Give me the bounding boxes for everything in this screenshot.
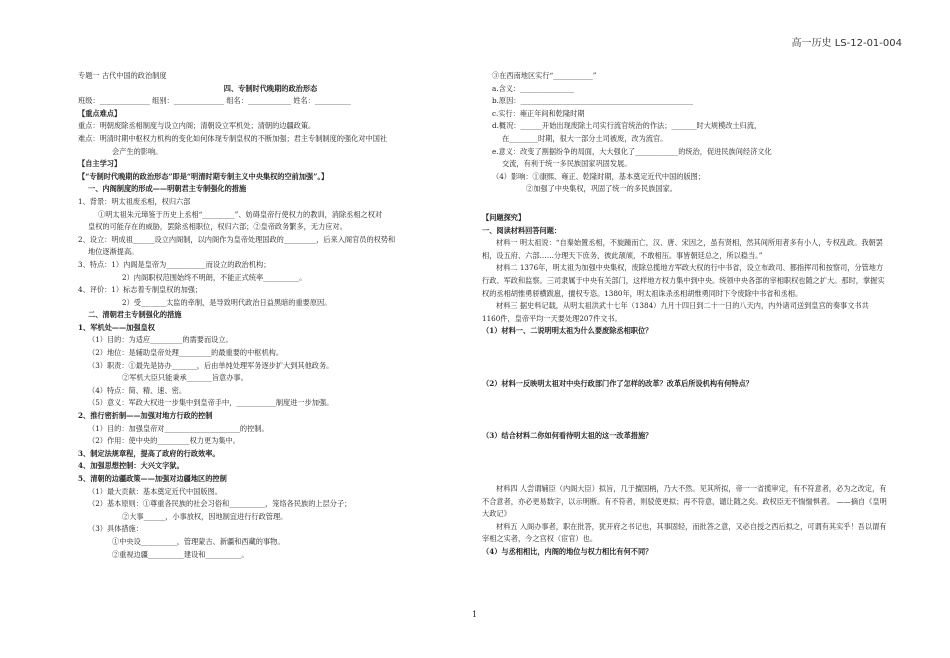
left-line: 2）受_______太监的牵制，是导致明代政治日益黑暗的重要原因。 [122, 297, 332, 307]
left-line: 专题一 古代中国的政治制度 [78, 71, 167, 80]
left-line: 1、军机处——加强皇权 [78, 322, 155, 332]
right-line: （1）材料一、二说明明太祖为什么要废除丞相职位？ [482, 326, 653, 336]
right-line: ③在西南地区实行“___________” [492, 71, 597, 80]
left-line: 二、清朝君主专制强化的措施 [88, 310, 182, 320]
left-line: （2）地位：是辅助皇帝处理_________的最重要的中枢机构。 [88, 348, 284, 358]
left-line: （2）基本原则：①尊重各民族的社会习俗和__________，笼络各民族的上层分子； [88, 499, 352, 509]
left-line: 3、特点：1）内阁是皇帝为___________而设立的政治机构； [78, 259, 271, 269]
left-line: 【“专制时代晚期的政治形态”即是“明清时期专制主义中央集权的空前加强”。】 [78, 171, 329, 181]
left-line: 3、制定法规章程，提高了政府的行政效率。 [78, 448, 220, 458]
left-line: 【重点难点】 [78, 108, 122, 118]
right-line: ②加强了中央集权，巩固了统一的多民族国家。 [526, 184, 677, 194]
right-line: a.含义：_______________ [492, 83, 575, 93]
right-line: d.概况：______开始出现废除土司实行流官统治的作法；_______时大规模改土归流， [492, 121, 762, 131]
left-line: （1）目的：加强皇帝对_____________________的控制。 [88, 423, 269, 433]
right-line: 材料一 明太祖说：“自秦始置丞相，不旋踵而亡，汉、唐、宋因之，虽有贤相，然其间所用者多有小人，专权乱政。我朝罢相，设五府、六部……分理天下庶务，彼此颉颃，不敢相压。事皆朝廷总之，所以稳当。” [482, 238, 883, 260]
right-column [482, 70, 887, 559]
left-line: （1）目的：为适应_________的需要而设立。 [88, 335, 233, 345]
left-line: 地位逐渐提高。 [88, 247, 139, 257]
left-line: 皇权的可能存在的威胁，罢除丞相职位，权归六部；②皇帝政务繁多，无力应对。 [88, 222, 347, 232]
left-line: ②大事______，小事放权，因地制宜进行行政管理。 [122, 511, 288, 521]
left-line: ①明太祖朱元璋鉴于历史上丞相“_________”、妨碍皇帝行使权力的教训，消除丞相之权对 [98, 209, 383, 219]
right-line: 一、阅读材料回答问题： [482, 225, 562, 235]
left-line: 4、加强思想控制：大兴文字狱。 [78, 461, 184, 471]
left-line: 四、专制时代晚期的政治形态 [223, 83, 318, 93]
left-line: 一、内阁制度的形成——明朝君主专制强化的措施 [88, 184, 247, 194]
spacer [482, 196, 887, 212]
right-line: 材料二 1376年，明太祖为加强中央集权，废除总揽地方军政大权的行中书省，设立布政司、都指挥司和按察司，分管地方行政、军政和监察。三司隶属于中央有关部门，这样地方权力集中到中央。统领中央各部的宰相职权也随之扩大。那时，掌握实权的丞相胡惟勇骄横跋扈，擅权专恣。1380年，明太祖诛杀丞相胡惟勇同时下令废除中书省和丞相。 [482, 263, 885, 298]
left-line: 难点：明清时期中枢权力机构的变化如何体现专制皇权的不断加强；君主专制制度的强化对中国社 [78, 133, 388, 143]
left-line: 2、设立：明成祖______设立内阁制，以内阁作为皇帝处理国政的_________，后来入阁官员的权势和 [78, 234, 396, 244]
right-line: （4）与丞相相比，内阁的地位与权力相比有何不同？ [482, 547, 653, 557]
spacer [482, 338, 887, 378]
right-line: 在________时期，很大一部分土司被废，改为流官。 [502, 133, 668, 143]
left-line: 班级：______________ 组别：______________ 组名：____________ 姓名：__________ [78, 96, 351, 106]
left-line: 1、背景：明太祖废丞相，权归六部 [78, 196, 191, 206]
document-number: 高一历史 LS-12-01-004 [791, 38, 902, 49]
spacer [482, 443, 887, 483]
page-number: 1 [472, 610, 478, 619]
left-line: 重点：明朝废除丞相制度与设立内阁；清朝设立军机处；清朝的边疆政策。 [78, 121, 316, 131]
right-line: c.实行：雍正年间和乾隆时期 [492, 108, 585, 118]
right-line: b.原因：________________________________________________ [492, 96, 693, 106]
left-line: （3）职责：①最先是协办_______，后由单纯处理军务逐步扩大到其他政务。 [88, 360, 334, 370]
right-line: （3）结合材料二你如何看待明太祖的这一改革措施？ [482, 431, 653, 441]
left-line: ②军机大臣只能秉承_______旨意办事。 [122, 373, 248, 383]
right-line: 材料四 人尝谓辅臣（内阁大臣）拟旨，几于擅国柄，乃大不然。见其所拟，帝一一省揽审定，有不符意者，必为之改定，有不合意者，亦必更易数字，以示明断。有不符者，则驳使更拟；再不符意，谴让随之矣。政权臣无不惴惴惧者。 ——摘自《皇明大政记》 [482, 484, 887, 519]
right-line: 材料五 入阁办事者，职在批答，犹开府之书记也，其事固轻，而批答之意，又必自授之西后拟之，可谓有其实乎！吾以谓有宰相之实者，今之宫权（宦官）也。 [482, 521, 887, 544]
left-line: 【自主学习】 [78, 159, 122, 169]
left-line: 会产生的影响。 [112, 146, 163, 156]
right-line: （4）影响：①康熙、雍正、乾隆时期，基本奠定近代中国的版图； [492, 171, 706, 181]
left-line: 5、清朝的边疆政策——加强对边疆地区的控制 [78, 474, 227, 483]
right-line: 【问题探究】 [482, 212, 526, 222]
left-line: （3）具体措施： [88, 524, 143, 534]
spacer [482, 390, 887, 430]
left-line: （2）作用：使中央的_________权力更为集中。 [88, 436, 240, 446]
left-line: （5）意义：军政大权进一步集中到皇帝手中，___________制度进一步加强。 [88, 398, 334, 408]
left-line: 2）内阁职权范围始终不明朗，不能正式统率__________。 [122, 272, 307, 282]
left-line: 4、评价：1）标志着专制皇权的加强； [78, 285, 203, 295]
right-line: 交流，有利于统一多民族国家巩固发展。 [502, 159, 632, 169]
right-line: （2）材料一反映明太祖对中央行政部门作了怎样的改革？改革后所设机构有何特点？ [482, 378, 753, 388]
left-line: 2、推行密折制——加强对地方行政的控制 [78, 411, 213, 421]
left-line: （1）最大贡献：基本奠定近代中国版图。 [88, 486, 222, 496]
left-line: （4）特点：简、精、速、密。 [88, 385, 187, 395]
left-column [78, 70, 463, 561]
right-line: 材料三 据史料记载，从明太祖洪武十七年（1384）九月十四日到二十一日的八天内，内外诸司送到皇宫的奏事文书共1160件，皇帝平均一天要处理207件文书。 [482, 301, 869, 323]
left-line: ②重视边疆__________建设和__________。 [112, 549, 249, 559]
right-line: e.意义：改变了割据纷争的局面，大大强化了____________的统治，促进民族间经济文化 [492, 146, 772, 156]
left-line: ①中央设__________，管理蒙古、新疆和西藏的事物。 [112, 536, 285, 546]
